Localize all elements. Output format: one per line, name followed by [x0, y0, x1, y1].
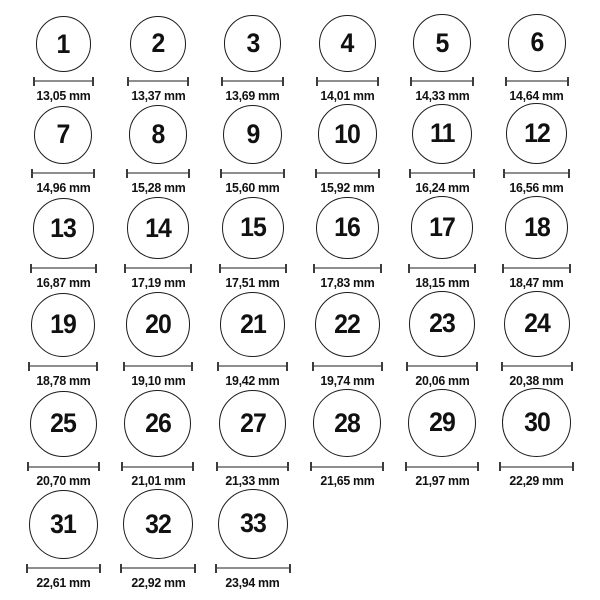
diameter-label: 23,94 mm	[225, 574, 280, 590]
diameter-label: 22,29 mm	[509, 473, 564, 489]
ruler-line	[218, 466, 287, 468]
ruler-line	[317, 172, 379, 174]
ruler-tick-right-icon	[282, 77, 284, 86]
diameter-ruler	[501, 362, 573, 371]
diameter-label: 15,60 mm	[225, 179, 280, 195]
ring-circle	[29, 490, 98, 559]
diameter-ruler	[124, 264, 191, 273]
ruler-tick-right-icon	[98, 462, 100, 471]
ring-circle	[220, 292, 285, 357]
ruler-line	[223, 80, 281, 82]
diameter-label: 18,78 mm	[36, 372, 91, 388]
diameter-ruler	[316, 77, 379, 86]
diameter-ruler	[313, 264, 381, 273]
ring-size-item	[121, 390, 194, 488]
ring-size-number: 10	[334, 118, 361, 149]
diameter-label: 21,65 mm	[320, 473, 375, 489]
ring-circle	[127, 197, 188, 258]
diameter-ruler	[216, 462, 289, 471]
diameter-ruler	[215, 564, 291, 573]
ring-circle	[413, 14, 470, 71]
ring-size-number: 24	[523, 308, 550, 339]
ruler-tick-right-icon	[472, 77, 474, 86]
diameter-ruler	[127, 77, 189, 86]
ring-size-number: 18	[523, 211, 550, 242]
ruler-tick-right-icon	[382, 462, 384, 471]
diameter-ruler	[26, 564, 101, 573]
ring-circle	[123, 489, 193, 559]
diameter-ruler	[503, 169, 570, 178]
ruler-tick-right-icon	[95, 264, 97, 273]
diameter-label: 15,28 mm	[130, 179, 185, 195]
ring-size-number: 29	[429, 407, 455, 438]
ring-circle	[508, 14, 566, 72]
ruler-tick-right-icon	[92, 77, 94, 86]
ruler-line	[128, 172, 189, 174]
ring-size-number: 11	[429, 118, 455, 149]
ring-size-item	[409, 104, 475, 195]
ring-size-number: 9	[246, 118, 260, 149]
ruler-line	[28, 567, 99, 569]
ruler-line	[412, 80, 471, 82]
diameter-label: 16,56 mm	[509, 179, 564, 195]
ring-circle	[219, 390, 286, 457]
diameter-label: 13,69 mm	[225, 87, 280, 103]
ring-size-number: 12	[523, 118, 550, 149]
ring-size-number: 22	[334, 308, 361, 339]
ruler-tick-right-icon	[568, 169, 570, 178]
ring-size-number: 31	[50, 508, 77, 539]
ruler-tick-right-icon	[476, 362, 478, 371]
ring-size-item	[406, 291, 478, 388]
diameter-label: 14,96 mm	[36, 179, 91, 195]
ring-size-number: 5	[435, 27, 449, 58]
diameter-ruler	[406, 362, 478, 371]
diameter-label: 20,38 mm	[509, 372, 564, 388]
ring-size-item	[501, 291, 573, 388]
ring-circle	[504, 291, 570, 357]
diameter-label: 19,74 mm	[320, 372, 375, 388]
diameter-label: 13,37 mm	[130, 87, 185, 103]
ruler-tick-right-icon	[287, 462, 289, 471]
ruler-tick-right-icon	[380, 264, 382, 273]
ruler-line	[219, 365, 286, 367]
diameter-ruler	[30, 264, 97, 273]
ring-size-number: 1	[56, 28, 70, 59]
diameter-label: 14,01 mm	[320, 87, 375, 103]
ruler-line	[318, 80, 377, 82]
ruler-tick-right-icon	[192, 462, 194, 471]
diameter-ruler	[502, 264, 571, 273]
ring-size-item	[216, 390, 289, 488]
diameter-label: 22,61 mm	[36, 574, 91, 590]
ruler-line	[410, 267, 475, 269]
ring-circle	[126, 292, 190, 356]
diameter-ruler	[499, 462, 574, 471]
ring-circle	[411, 196, 474, 259]
ring-size-number: 20	[145, 309, 171, 340]
diameter-label: 19,42 mm	[225, 372, 280, 388]
diameter-label: 14,64 mm	[509, 87, 564, 103]
ruler-tick-right-icon	[381, 362, 383, 371]
diameter-label: 17,19 mm	[130, 274, 185, 290]
ring-size-item	[123, 292, 193, 387]
ruler-line	[123, 466, 192, 468]
diameter-ruler	[31, 169, 95, 178]
ring-circle	[412, 104, 472, 164]
ruler-tick-right-icon	[93, 169, 95, 178]
ruler-tick-right-icon	[283, 169, 285, 178]
ruler-tick-right-icon	[190, 264, 192, 273]
ring-circle	[316, 197, 378, 259]
ring-size-item	[30, 198, 97, 290]
ring-circle	[319, 15, 376, 72]
diameter-ruler	[315, 169, 381, 178]
ruler-line	[125, 365, 191, 367]
ruler-line	[501, 466, 572, 468]
ruler-tick-right-icon	[378, 169, 380, 178]
ring-size-number: 21	[239, 308, 266, 339]
ring-circle	[30, 391, 97, 458]
diameter-ruler	[219, 264, 287, 273]
diameter-ruler	[27, 462, 100, 471]
ruler-tick-right-icon	[571, 362, 573, 371]
ruler-tick-right-icon	[187, 77, 189, 86]
diameter-ruler	[312, 362, 383, 371]
diameter-label: 16,24 mm	[414, 179, 469, 195]
diameter-ruler	[33, 77, 95, 86]
ruler-line	[32, 267, 95, 269]
diameter-label: 13,05 mm	[36, 87, 91, 103]
diameter-ruler	[221, 77, 283, 86]
diameter-label: 18,15 mm	[414, 274, 469, 290]
diameter-label: 21,33 mm	[225, 473, 280, 489]
diameter-label: 19,10 mm	[130, 372, 185, 388]
ruler-line	[129, 80, 187, 82]
diameter-label: 16,87 mm	[36, 274, 91, 290]
ring-circle	[130, 16, 186, 72]
diameter-ruler	[121, 462, 194, 471]
ruler-tick-right-icon	[188, 169, 190, 178]
ring-circle	[124, 390, 191, 457]
ruler-line	[315, 267, 379, 269]
ruler-line	[35, 80, 93, 82]
ruler-tick-right-icon	[569, 264, 571, 273]
ruler-tick-right-icon	[99, 564, 101, 573]
ruler-line	[33, 172, 93, 174]
ring-size-item	[310, 389, 384, 488]
ring-circle	[218, 489, 288, 559]
diameter-label: 18,47 mm	[509, 274, 564, 290]
ring-size-number: 17	[429, 212, 455, 242]
ring-size-item	[405, 389, 479, 488]
ruler-tick-right-icon	[567, 77, 569, 86]
diameter-ruler	[120, 564, 196, 573]
ring-circle	[313, 389, 381, 457]
ring-size-number: 8	[151, 119, 165, 150]
ring-circle	[224, 15, 280, 71]
ruler-tick-right-icon	[194, 564, 196, 573]
ruler-line	[411, 172, 473, 174]
ring-circle	[502, 388, 571, 457]
ring-size-item	[316, 15, 379, 103]
diameter-label: 21,01 mm	[130, 473, 185, 489]
diameter-ruler	[405, 462, 479, 471]
ring-circle	[223, 105, 282, 164]
ring-size-item	[126, 105, 191, 195]
ruler-tick-right-icon	[191, 362, 193, 371]
ring-circle	[506, 103, 567, 164]
ring-size-number: 19	[50, 309, 77, 340]
ruler-line	[217, 567, 289, 569]
ruler-line	[408, 365, 476, 367]
ring-size-number: 6	[530, 27, 544, 58]
ruler-line	[126, 267, 189, 269]
ruler-line	[222, 172, 283, 174]
ruler-line	[314, 365, 381, 367]
ring-size-item	[127, 16, 189, 103]
ring-size-item	[27, 391, 100, 489]
ring-size-number: 30	[523, 407, 550, 438]
ruler-tick-right-icon	[473, 169, 475, 178]
diameter-label: 17,51 mm	[225, 274, 280, 290]
ring-size-number: 16	[334, 212, 361, 243]
diameter-label: 15,92 mm	[320, 179, 375, 195]
ring-size-number: 23	[429, 308, 455, 339]
ring-size-number: 14	[145, 212, 171, 243]
ring-circle	[315, 292, 380, 357]
ruler-tick-right-icon	[289, 564, 291, 573]
diameter-label: 20,06 mm	[414, 372, 469, 388]
ruler-tick-right-icon	[285, 264, 287, 273]
diameter-label: 14,33 mm	[414, 87, 469, 103]
ring-size-number: 28	[334, 407, 361, 438]
ring-size-number: 2	[151, 28, 165, 59]
ring-size-item	[124, 197, 191, 289]
ruler-line	[503, 365, 571, 367]
ruler-line	[507, 80, 567, 82]
ring-circle	[36, 16, 92, 72]
ring-size-item	[505, 14, 569, 103]
ring-size-item	[26, 490, 101, 590]
diameter-ruler	[408, 264, 477, 273]
diameter-ruler	[220, 169, 285, 178]
ring-size-number: 7	[56, 119, 70, 150]
ring-size-number: 33	[239, 508, 266, 539]
ruler-line	[407, 466, 477, 468]
ruler-line	[30, 365, 96, 367]
ring-size-number: 25	[50, 408, 77, 439]
ring-size-item	[220, 105, 285, 195]
ring-circle	[129, 105, 188, 164]
ring-size-item	[408, 196, 477, 290]
ring-size-number: 3	[246, 28, 260, 59]
diameter-ruler	[410, 77, 473, 86]
ring-size-item	[502, 196, 571, 290]
ring-circle	[31, 293, 95, 357]
ruler-line	[312, 466, 382, 468]
ring-size-item	[31, 106, 95, 195]
diameter-label: 21,97 mm	[414, 473, 469, 489]
ruler-line	[504, 267, 569, 269]
ruler-line	[122, 567, 194, 569]
ruler-tick-right-icon	[286, 362, 288, 371]
ring-circle	[318, 104, 378, 164]
ring-size-number: 4	[340, 27, 354, 58]
ring-circle	[222, 197, 284, 259]
ruler-tick-right-icon	[96, 362, 98, 371]
ring-size-item	[410, 14, 473, 102]
ring-size-item	[28, 293, 98, 388]
ruler-line	[221, 267, 285, 269]
ruler-line	[505, 172, 568, 174]
ring-size-item	[33, 16, 95, 103]
ring-size-item	[219, 197, 287, 290]
ruler-tick-right-icon	[477, 462, 479, 471]
ring-size-number: 32	[145, 508, 171, 539]
ring-size-number: 27	[239, 407, 266, 438]
ring-size-item	[215, 489, 291, 590]
ring-size-item	[315, 104, 381, 195]
diameter-label: 20,70 mm	[36, 473, 91, 489]
diameter-ruler	[310, 462, 384, 471]
diameter-ruler	[409, 169, 475, 178]
ruler-line	[29, 466, 98, 468]
diameter-ruler	[505, 77, 569, 86]
ring-size-item	[503, 103, 570, 195]
ring-size-item	[499, 388, 574, 488]
ring-size-number: 13	[50, 212, 77, 243]
diameter-ruler	[28, 362, 98, 371]
ring-size-item	[120, 489, 196, 590]
diameter-label: 22,92 mm	[130, 574, 185, 590]
ring-size-item	[313, 197, 381, 290]
ring-circle	[409, 291, 475, 357]
diameter-ruler	[126, 169, 191, 178]
diameter-label: 17,83 mm	[320, 274, 375, 290]
ruler-tick-right-icon	[572, 462, 574, 471]
ring-size-item	[221, 15, 283, 102]
diameter-ruler	[217, 362, 288, 371]
ring-size-number: 15	[239, 212, 266, 243]
ring-size-item	[217, 292, 288, 388]
ring-circle	[505, 196, 568, 259]
ruler-tick-right-icon	[377, 77, 379, 86]
ring-circle	[33, 198, 94, 259]
ring-circle	[408, 389, 476, 457]
diameter-ruler	[123, 362, 193, 371]
ring-size-number: 26	[145, 408, 171, 439]
ring-circle	[34, 106, 92, 164]
ruler-tick-right-icon	[474, 264, 476, 273]
ring-size-item	[312, 292, 383, 388]
